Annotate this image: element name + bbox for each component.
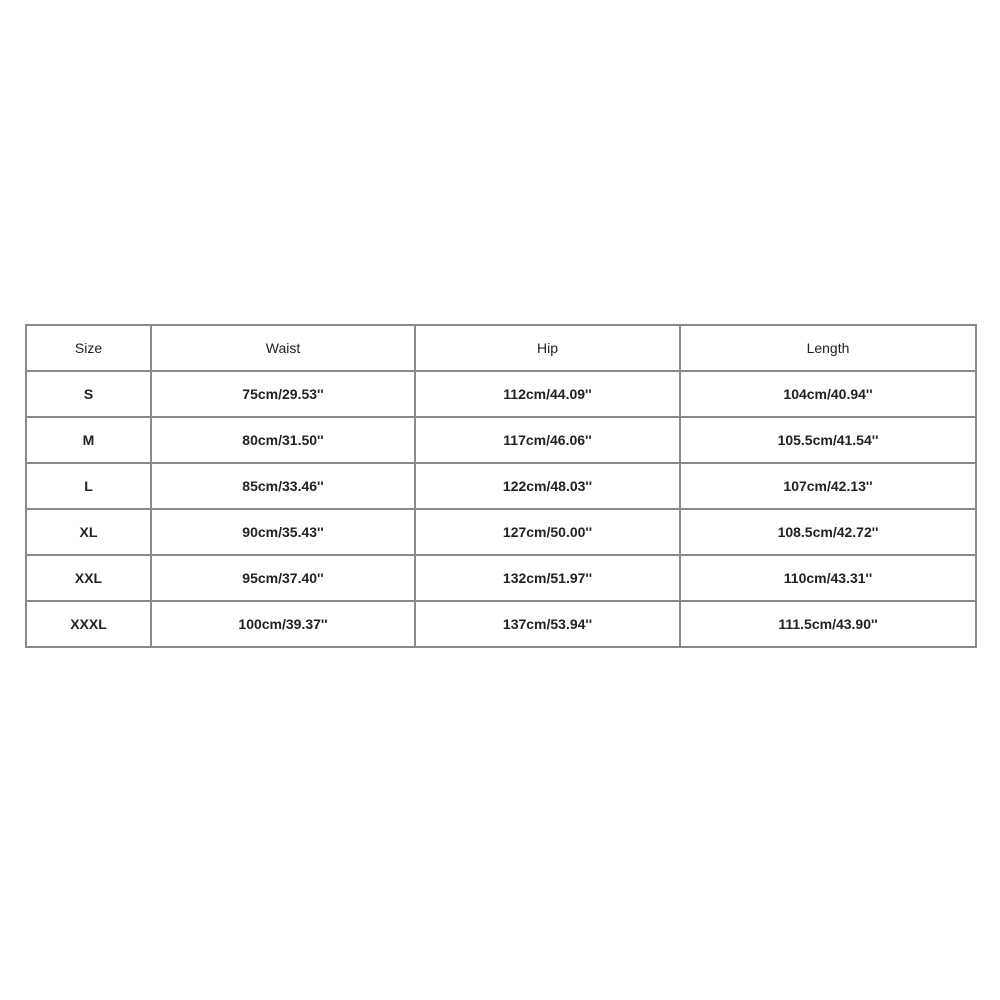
- cell-hip: 132cm/51.97'': [415, 555, 680, 601]
- header-waist: Waist: [151, 325, 415, 371]
- cell-waist: 90cm/35.43'': [151, 509, 415, 555]
- cell-length: 111.5cm/43.90'': [680, 601, 976, 647]
- cell-waist: 85cm/33.46'': [151, 463, 415, 509]
- table-row: [26, 509, 976, 555]
- table-row: [26, 371, 976, 417]
- table-row: [26, 463, 976, 509]
- cell-hip: 122cm/48.03'': [415, 463, 680, 509]
- cell-size: M: [26, 417, 151, 463]
- header-hip: Hip: [415, 325, 680, 371]
- cell-size: XL: [26, 509, 151, 555]
- cell-waist: 100cm/39.37'': [151, 601, 415, 647]
- cell-waist: 80cm/31.50'': [151, 417, 415, 463]
- cell-size: L: [26, 463, 151, 509]
- size-chart-table: [25, 324, 977, 648]
- cell-length: 110cm/43.31'': [680, 555, 976, 601]
- cell-hip: 117cm/46.06'': [415, 417, 680, 463]
- cell-length: 104cm/40.94'': [680, 371, 976, 417]
- cell-hip: 127cm/50.00'': [415, 509, 680, 555]
- cell-length: 105.5cm/41.54'': [680, 417, 976, 463]
- cell-size: S: [26, 371, 151, 417]
- table-header-row: [26, 325, 976, 371]
- cell-waist: 95cm/37.40'': [151, 555, 415, 601]
- header-size: Size: [26, 325, 151, 371]
- table-row: [26, 601, 976, 647]
- table-row: [26, 417, 976, 463]
- cell-length: 107cm/42.13'': [680, 463, 976, 509]
- cell-size: XXXL: [26, 601, 151, 647]
- cell-length: 108.5cm/42.72'': [680, 509, 976, 555]
- header-length: Length: [680, 325, 976, 371]
- cell-size: XXL: [26, 555, 151, 601]
- cell-hip: 137cm/53.94'': [415, 601, 680, 647]
- cell-waist: 75cm/29.53'': [151, 371, 415, 417]
- table-row: [26, 555, 976, 601]
- cell-hip: 112cm/44.09'': [415, 371, 680, 417]
